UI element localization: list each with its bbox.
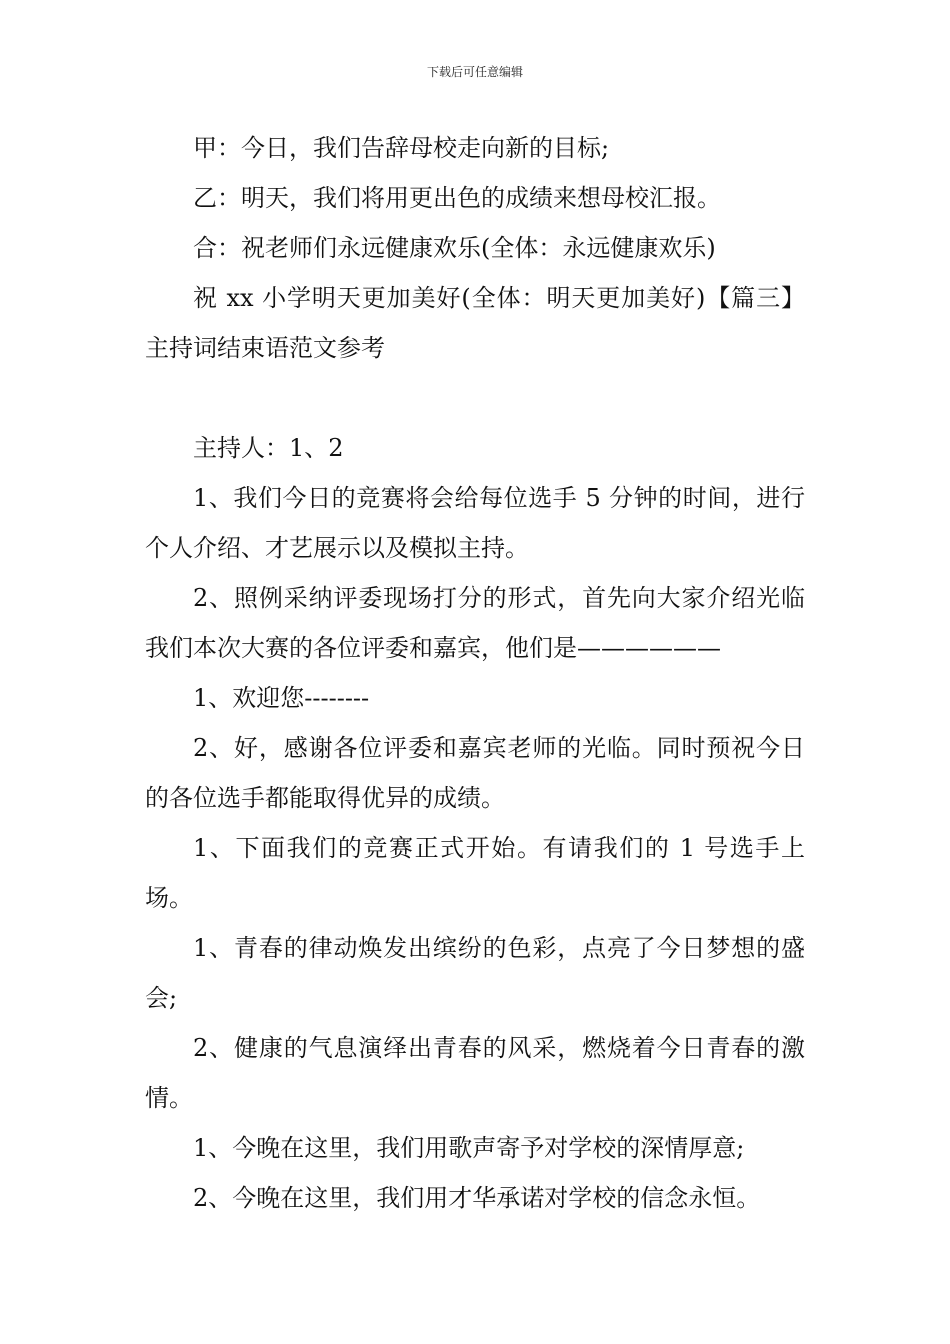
paragraph: 1、欢迎您-------- xyxy=(193,684,370,712)
blank-line xyxy=(145,373,805,423)
paragraph: 2、健康的气息演绎出青春的风采，燃烧着今日青春的激情。 xyxy=(145,1034,805,1112)
paragraph: 2、照例采纳评委现场打分的形式，首先向大家介绍光临我们本次大赛的各位评委和嘉宾，他们是—————— xyxy=(145,584,805,662)
paragraph: 2、今晚在这里，我们用才华承诺对学校的信念永恒。 xyxy=(193,1184,761,1212)
paragraph: 祝 xx 小学明天更加美好(全体：明天更加美好)【篇三】主持词结束语范文参考 xyxy=(145,284,805,362)
paragraph: 甲：今日，我们告辞母校走向新的目标; xyxy=(193,134,610,162)
paragraph: 主持人：1、2 xyxy=(193,434,344,462)
paragraph: 1、下面我们的竞赛正式开始。有请我们的 1 号选手上场。 xyxy=(145,834,805,912)
paragraph: 1、今晚在这里，我们用歌声寄予对学校的深情厚意; xyxy=(193,1134,745,1162)
page-header: 下载后可任意编辑 xyxy=(426,65,523,79)
paragraph: 乙：明天，我们将用更出色的成绩来想母校汇报。 xyxy=(193,184,721,212)
paragraph: 1、我们今日的竞赛将会给每位选手 5 分钟的时间，进行个人介绍、才艺展示以及模拟主持。 xyxy=(145,484,805,562)
document-body xyxy=(145,123,805,1223)
paragraph: 2、好，感谢各位评委和嘉宾老师的光临。同时预祝今日的各位选手都能取得优异的成绩。 xyxy=(145,734,805,812)
paragraph: 1、青春的律动焕发出缤纷的色彩，点亮了今日梦想的盛会; xyxy=(145,934,805,1012)
paragraph: 合：祝老师们永远健康欢乐(全体：永远健康欢乐) xyxy=(193,234,716,262)
